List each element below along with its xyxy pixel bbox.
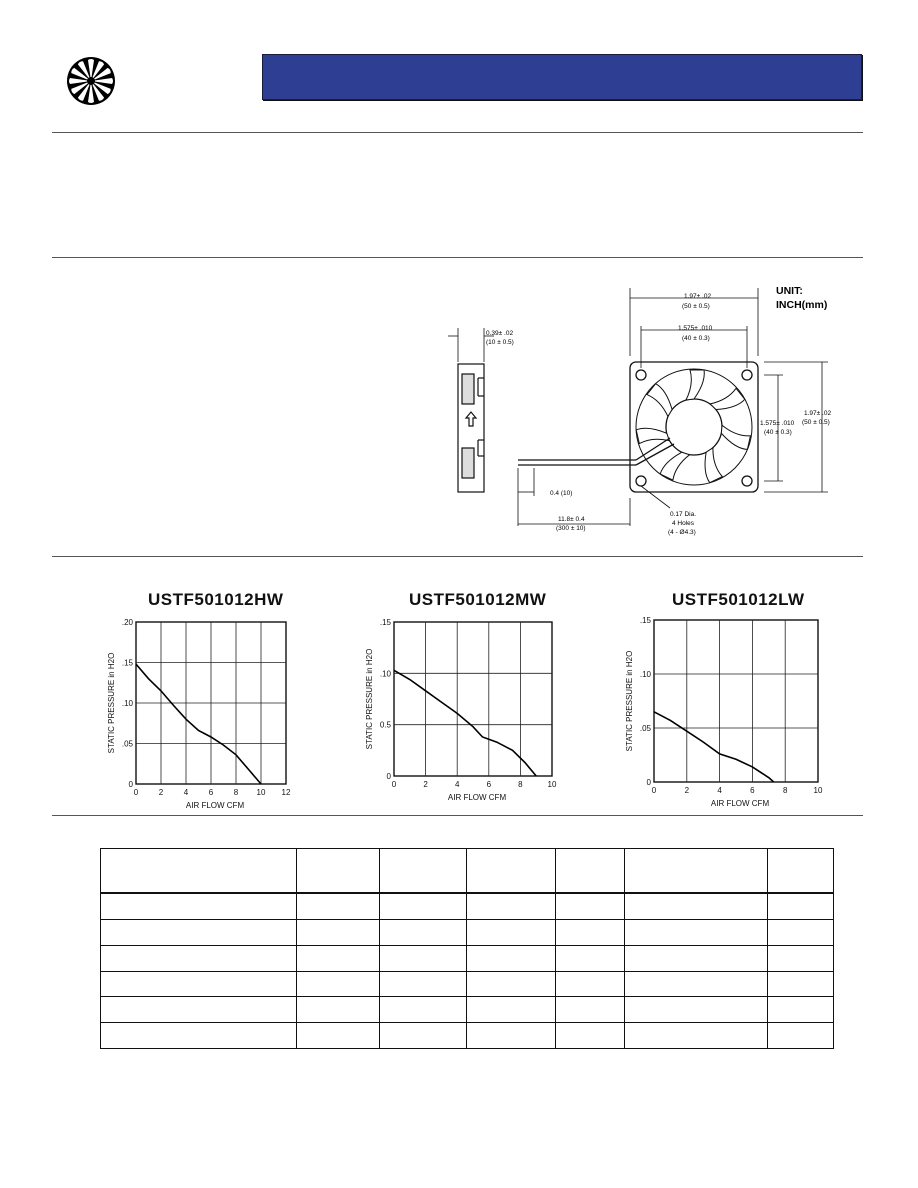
table-cell xyxy=(380,893,467,919)
fan-blade xyxy=(718,425,751,450)
dim-overall-height: 1.97± .02 xyxy=(804,410,832,417)
dim-hole-spacing: 1.575± .010 xyxy=(678,325,713,332)
table-cell xyxy=(297,1023,380,1049)
pq-curve-chart-mw xyxy=(330,612,570,812)
table-header-cell xyxy=(467,849,556,894)
table-cell xyxy=(467,971,556,997)
section-divider xyxy=(52,257,863,258)
table-cell xyxy=(625,893,768,919)
y-tick-label: .15 xyxy=(121,658,133,668)
table-cell xyxy=(625,945,768,971)
table-cell xyxy=(297,893,380,919)
table-row xyxy=(101,997,834,1023)
chart-title-mw: USTF501012MW xyxy=(409,590,547,609)
dim-hole-dia-mm: (4 - Ø4.3) xyxy=(668,529,696,536)
title-bar xyxy=(262,54,862,100)
x-tick-label: 8 xyxy=(233,788,239,797)
table-cell xyxy=(380,997,467,1023)
spec-table xyxy=(100,848,834,1049)
chart-title-lw: USTF501012LW xyxy=(672,590,805,609)
x-tick-label: 8 xyxy=(782,786,788,795)
dim-overall-width-mm: (50 ± 0.5) xyxy=(682,303,710,310)
table-cell xyxy=(380,945,467,971)
table-header-cell xyxy=(380,849,467,894)
pq-curve-chart-lw xyxy=(600,612,840,812)
unit-label-2: INCH(mm) xyxy=(776,299,828,311)
x-tick-label: 6 xyxy=(208,788,214,797)
table-cell xyxy=(101,1023,297,1049)
y-axis-label: STATIC PRESSURE in H2O xyxy=(625,650,634,752)
dim-overall-width: 1.97± .02 xyxy=(684,293,712,300)
chart-title-hw: USTF501012HW xyxy=(148,590,284,609)
x-tick-label: 8 xyxy=(518,780,523,789)
x-tick-label: 2 xyxy=(423,780,428,789)
x-tick-label: 2 xyxy=(158,788,164,797)
table-cell xyxy=(768,920,834,946)
table-cell xyxy=(768,971,834,997)
x-tick-label: 12 xyxy=(281,788,291,797)
table-row xyxy=(101,1023,834,1049)
dim-hole-count: 4 Holes xyxy=(672,520,695,527)
table-cell xyxy=(625,971,768,997)
y-tick-label: 0 xyxy=(646,778,651,787)
y-tick-label: 0 xyxy=(128,780,133,789)
x-axis-label: AIR FLOW CFM xyxy=(447,793,507,802)
table-cell xyxy=(768,997,834,1023)
y-tick-label: .05 xyxy=(121,739,133,749)
table-cell xyxy=(101,997,297,1023)
table-cell xyxy=(467,920,556,946)
table-cell xyxy=(768,893,834,919)
pq-curve-chart-hw xyxy=(100,612,300,812)
table-cell xyxy=(556,920,625,946)
y-tick-label: .15 xyxy=(639,616,651,625)
dim-thickness-mm: (10 ± 0.5) xyxy=(486,339,514,346)
table-cell xyxy=(101,971,297,997)
y-tick-label: .15 xyxy=(379,618,391,627)
table-row xyxy=(101,971,834,997)
x-tick-label: 0 xyxy=(391,780,397,789)
table-cell xyxy=(297,997,380,1023)
table-cell xyxy=(380,971,467,997)
dim-side-hole-spacing: 1.575± .010 xyxy=(760,420,795,427)
x-tick-label: 6 xyxy=(750,786,755,795)
table-header-cell xyxy=(625,849,768,894)
table-header-cell xyxy=(556,849,625,894)
table-cell xyxy=(467,945,556,971)
fan-side-view xyxy=(458,364,484,492)
dim-side-hole-spacing-mm: (40 ± 0.3) xyxy=(764,429,792,436)
table-cell xyxy=(101,945,297,971)
x-tick-label: 10 xyxy=(547,780,557,789)
table-row xyxy=(101,920,834,946)
x-tick-label: 0 xyxy=(651,786,657,795)
y-axis-label: STATIC PRESSURE in H2O xyxy=(365,648,374,750)
table-cell xyxy=(101,920,297,946)
table-cell xyxy=(556,893,625,919)
section-divider xyxy=(52,556,863,557)
table-cell xyxy=(625,1023,768,1049)
section-divider xyxy=(52,132,863,133)
dim-lead-length-mm: (300 ± 10) xyxy=(556,525,586,532)
table-cell xyxy=(556,1023,625,1049)
plot-frame xyxy=(654,620,818,782)
x-axis-label: AIR FLOW CFM xyxy=(710,799,770,808)
fan-logo-icon xyxy=(66,56,116,106)
fan-blade xyxy=(710,385,745,418)
y-tick-label: 0 xyxy=(386,772,391,781)
table-cell xyxy=(467,1023,556,1049)
dimension-drawing xyxy=(438,278,838,548)
y-axis-label: STATIC PRESSURE in H2O xyxy=(107,652,116,754)
table-cell xyxy=(380,1023,467,1049)
section-divider xyxy=(52,815,863,816)
y-tick-label: .20 xyxy=(121,618,133,627)
y-tick-label: .10 xyxy=(639,670,651,679)
table-cell xyxy=(467,893,556,919)
fan-blade xyxy=(644,383,679,416)
table-header-cell xyxy=(101,849,297,894)
table-cell xyxy=(101,893,297,919)
table-cell xyxy=(556,997,625,1023)
table-cell xyxy=(297,945,380,971)
table-cell xyxy=(768,1023,834,1049)
y-tick-label: .10 xyxy=(379,669,391,679)
x-tick-label: 10 xyxy=(813,786,823,795)
dim-hole-dia: 0.17 Dia. xyxy=(670,511,697,518)
x-tick-label: 6 xyxy=(486,780,492,789)
x-tick-label: 4 xyxy=(454,780,460,789)
table-cell xyxy=(625,920,768,946)
y-tick-label: .10 xyxy=(121,699,133,708)
x-tick-label: 4 xyxy=(183,788,189,797)
unit-label: UNIT: xyxy=(776,285,803,297)
x-tick-label: 4 xyxy=(717,786,722,795)
dim-overall-height-mm: (50 ± 0.5) xyxy=(802,419,830,426)
table-cell xyxy=(556,945,625,971)
dim-hole-spacing-mm: (40 ± 0.3) xyxy=(682,335,710,342)
table-header-cell xyxy=(297,849,380,894)
fan-blade xyxy=(686,370,704,400)
table-cell xyxy=(297,920,380,946)
x-axis-label: AIR FLOW CFM xyxy=(185,801,245,810)
x-tick-label: 2 xyxy=(684,786,690,795)
table-cell xyxy=(297,971,380,997)
plot-frame xyxy=(394,622,552,776)
table-cell xyxy=(467,997,556,1023)
fan-front-view xyxy=(518,362,758,492)
y-tick-label: 0.5 xyxy=(379,720,391,730)
dim-wire-strip: 0.4 (10) xyxy=(550,490,573,497)
y-tick-label: .05 xyxy=(639,724,651,733)
table-cell xyxy=(556,971,625,997)
table-cell xyxy=(625,997,768,1023)
x-tick-label: 0 xyxy=(133,788,139,797)
table-cell xyxy=(380,920,467,946)
table-cell xyxy=(768,945,834,971)
table-row xyxy=(101,893,834,919)
x-tick-label: 10 xyxy=(256,788,266,797)
table-header-cell xyxy=(768,849,834,894)
table-header-row xyxy=(101,849,834,894)
table-row xyxy=(101,945,834,971)
dim-thickness: 0.39± .02 xyxy=(486,330,514,337)
dim-lead-length: 11.8± 0.4 xyxy=(558,516,585,523)
fan-blade xyxy=(636,423,669,448)
